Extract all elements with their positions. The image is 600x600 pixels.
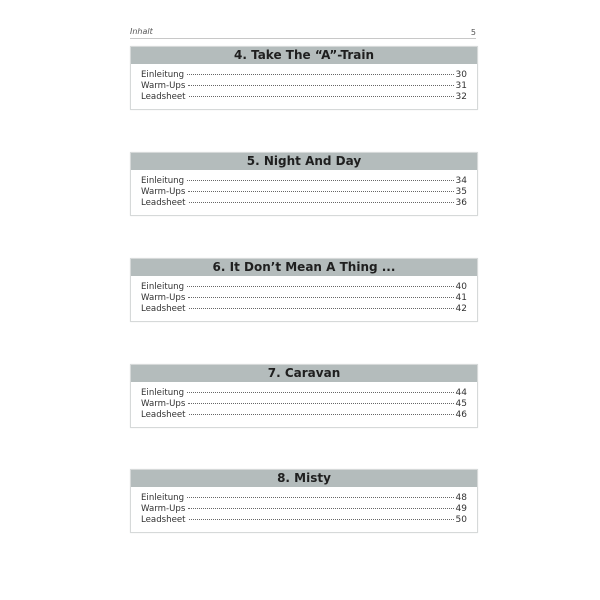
entry-label: Warm-Ups: [141, 399, 186, 409]
entry-page: 30: [455, 70, 467, 80]
toc-entry[interactable]: [141, 176, 467, 187]
entry-page: 35: [455, 187, 467, 197]
entry-page: 48: [455, 493, 467, 503]
dot-leader: [189, 519, 454, 520]
entry-page: 45: [455, 399, 467, 409]
running-head-title: Inhalt: [130, 27, 153, 36]
entry-label: Warm-Ups: [141, 504, 186, 514]
toc-entry[interactable]: [141, 515, 467, 526]
section-title: 7. Caravan: [131, 365, 477, 382]
toc-entry[interactable]: [141, 198, 467, 209]
entry-label: Einleitung: [141, 388, 185, 398]
entry-label: Einleitung: [141, 282, 185, 292]
dot-leader: [189, 308, 454, 309]
toc-entry[interactable]: [141, 388, 467, 399]
toc-entry[interactable]: [141, 81, 467, 92]
entry-page: 36: [455, 198, 467, 208]
section-title: 8. Misty: [131, 470, 477, 487]
dot-leader: [188, 297, 453, 298]
toc-entry[interactable]: [141, 70, 467, 81]
toc-entry[interactable]: [141, 410, 467, 421]
page-number: 5: [470, 28, 476, 37]
toc-section-6: [130, 258, 478, 322]
entry-label: Warm-Ups: [141, 293, 186, 303]
toc-entry[interactable]: [141, 187, 467, 198]
toc-entry[interactable]: [141, 504, 467, 515]
entry-label: Leadsheet: [141, 410, 186, 420]
dot-leader: [188, 191, 453, 192]
entry-page: 40: [455, 282, 467, 292]
entry-page: 42: [455, 304, 467, 314]
dot-leader: [187, 392, 454, 393]
dot-leader: [188, 508, 453, 509]
entry-page: 44: [455, 388, 467, 398]
entry-label: Einleitung: [141, 493, 185, 503]
dot-leader: [188, 85, 453, 86]
entry-page: 49: [455, 504, 467, 514]
entry-label: Leadsheet: [141, 515, 186, 525]
toc-entry[interactable]: [141, 293, 467, 304]
dot-leader: [187, 497, 454, 498]
dot-leader: [187, 74, 454, 75]
toc-section-8: [130, 469, 478, 533]
section-title: 5. Night And Day: [131, 153, 477, 170]
running-head: [130, 27, 476, 39]
entry-label: Warm-Ups: [141, 187, 186, 197]
entry-page: 41: [455, 293, 467, 303]
toc-section-4: [130, 46, 478, 110]
entry-label: Warm-Ups: [141, 81, 186, 91]
section-title: 6. It Don’t Mean A Thing ...: [131, 259, 477, 276]
toc-entry[interactable]: [141, 493, 467, 504]
entry-label: Leadsheet: [141, 198, 186, 208]
section-title: 4. Take The “A”-Train: [131, 47, 477, 64]
toc-section-5: [130, 152, 478, 216]
entry-page: 34: [455, 176, 467, 186]
toc-entry[interactable]: [141, 282, 467, 293]
dot-leader: [189, 96, 454, 97]
toc-entry[interactable]: [141, 304, 467, 315]
toc-entry[interactable]: [141, 399, 467, 410]
dot-leader: [188, 403, 453, 404]
dot-leader: [189, 414, 454, 415]
entry-label: Leadsheet: [141, 92, 186, 102]
entry-label: Leadsheet: [141, 304, 186, 314]
dot-leader: [187, 180, 454, 181]
entry-page: 32: [455, 92, 467, 102]
entry-label: Einleitung: [141, 176, 185, 186]
toc-entry[interactable]: [141, 92, 467, 103]
entry-page: 31: [455, 81, 467, 91]
dot-leader: [189, 202, 454, 203]
toc-section-7: [130, 364, 478, 428]
entry-page: 46: [455, 410, 467, 420]
dot-leader: [187, 286, 454, 287]
entry-page: 50: [455, 515, 467, 525]
entry-label: Einleitung: [141, 70, 185, 80]
